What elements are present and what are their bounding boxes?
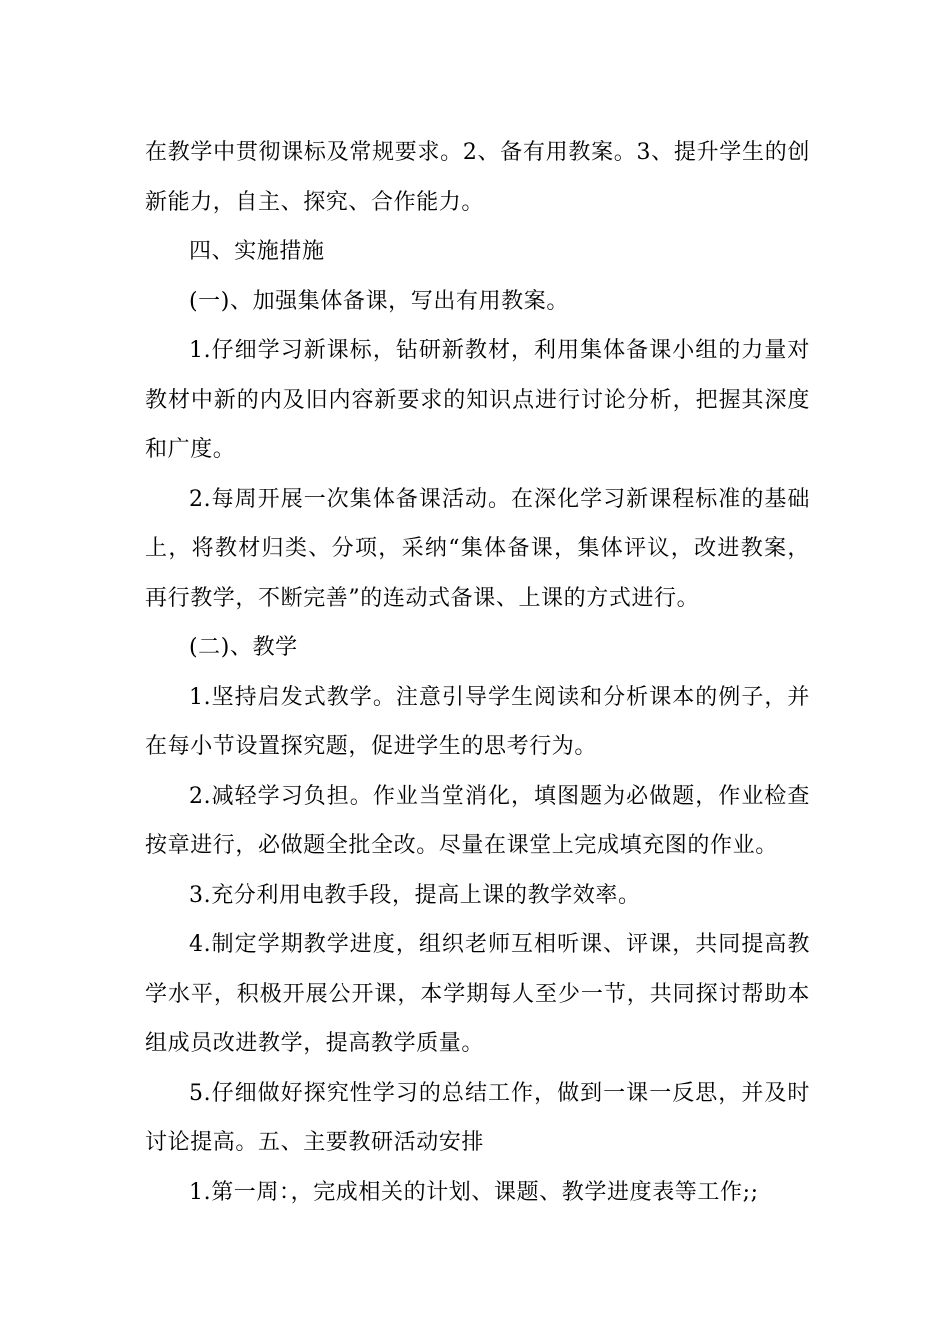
subsection-heading-2: (二)、教学 xyxy=(189,635,298,660)
paragraph-item: 2.减轻学习负担。作业当堂消化，填图题为必做题，作业检查按章进行，必做题全批全改。尽量在课堂上完成填充图的作业。 xyxy=(145,783,810,858)
paragraph-item: 1.第一周：，完成相关的计划、课题、教学进度表等工作;; xyxy=(189,1179,759,1205)
paragraph-item: 3.充分利用电教手段，提高上课的教学效率。 xyxy=(189,882,641,908)
document-body xyxy=(145,128,810,1217)
paragraph-1: 在教学中贯彻课标及常规要求。2、备有用教案。3、提升学生的创新能力，自主、探究、合作能力。 xyxy=(145,140,810,215)
paragraph-item: 4.制定学期教学进度，组织老师互相听课、评课，共同提高教学水平，积极开展公开课，本学期每人至少一节，共同探讨帮助本组成员改进教学，提高教学质量。 xyxy=(145,932,810,1056)
paragraph-item: 1.仔细学习新课标，钻研新教材，利用集体备课小组的力量对教材中新的内及旧内容新要求的知识点进行讨论分析，把握其深度和广度。 xyxy=(145,338,810,462)
section-heading-4: 四、实施措施 xyxy=(189,239,325,264)
paragraph-item: 5.仔细做好探究性学习的总结工作，做到一课一反思，并及时讨论提高。五、主要教研活动安排 xyxy=(145,1080,810,1155)
subsection-heading-1: (一)、加强集体备课，写出有用教案。 xyxy=(189,288,569,314)
paragraph-item: 1.坚持启发式教学。注意引导学生阅读和分析课本的例子，并在每小节设置探究题，促进学生的思考行为。 xyxy=(145,684,810,759)
paragraph-item: 2.每周开展一次集体备课活动。在深化学习新课程标准的基础上，将教材归类、分项，采纳“集体备课，集体评议，改进教案，再行教学，不断完善”的连动式备课、上课的方式进行。 xyxy=(145,486,810,611)
